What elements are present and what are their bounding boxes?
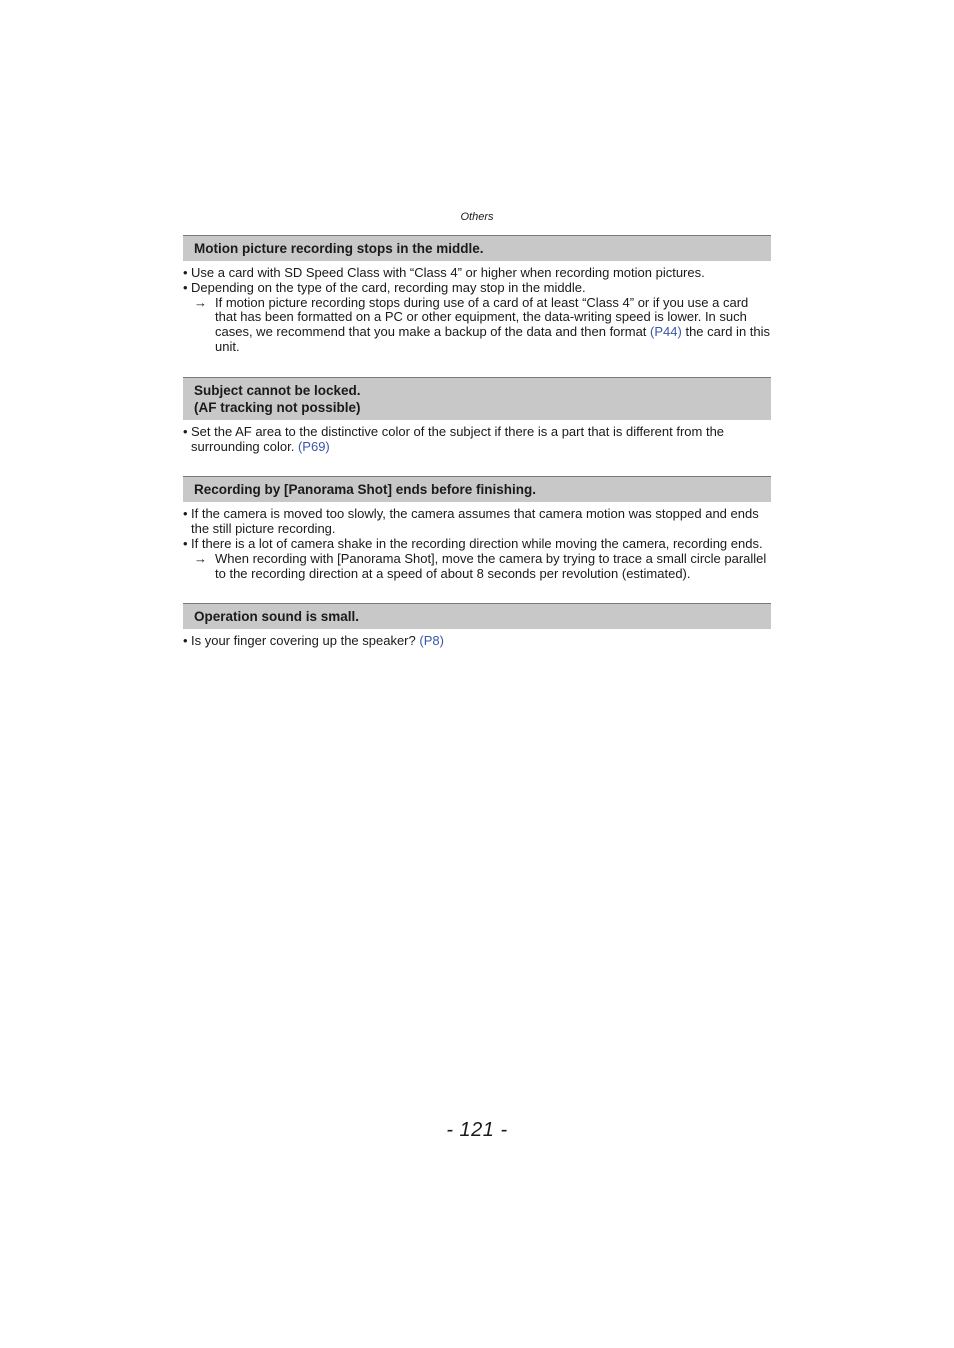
bullet-text: Is your finger covering up the speaker? bbox=[191, 633, 416, 649]
block-heading-line: Subject cannot be locked. bbox=[194, 382, 361, 398]
troubleshoot-block-subject-lock bbox=[183, 377, 771, 455]
bullet-item bbox=[183, 634, 771, 649]
section-label: Others bbox=[460, 211, 494, 223]
arrow-note-text-end: the card in this unit. bbox=[215, 324, 771, 354]
bullet-icon: • bbox=[183, 265, 188, 280]
bullet-icon: • bbox=[183, 633, 188, 649]
arrow-right-icon: → bbox=[194, 294, 207, 310]
bullet-item bbox=[183, 425, 771, 455]
troubleshoot-block-motion-picture bbox=[183, 235, 771, 355]
bullet-icon: • bbox=[183, 423, 188, 439]
arrow-right-icon: → bbox=[194, 550, 207, 566]
arrow-note bbox=[183, 296, 771, 355]
bullet-icon: • bbox=[183, 506, 188, 522]
bullet-item bbox=[183, 266, 771, 281]
bullet-text: Use a card with SD Speed Class with “Class 4” or higher when recording motion pictures. bbox=[191, 265, 705, 280]
bullet-item bbox=[183, 281, 771, 296]
block-heading: Operation sound is small. bbox=[183, 603, 771, 629]
page-reference-link[interactable]: (P8) bbox=[419, 633, 444, 649]
block-body bbox=[183, 502, 771, 581]
bullet-item bbox=[183, 537, 771, 552]
troubleshooting-content bbox=[183, 235, 771, 671]
page-reference-link[interactable]: (P44) bbox=[650, 324, 682, 340]
troubleshoot-block-panorama bbox=[183, 476, 771, 581]
arrow-note-text: When recording with [Panorama Shot], move the camera by trying to trace a small circle parallel to the recording direction at a speed of about 8 seconds per revolution (estimated). bbox=[215, 550, 767, 581]
bullet-text: If the camera is moved too slowly, the camera assumes that camera motion was stopped and ends the still picture recording. bbox=[191, 506, 759, 537]
troubleshoot-block-operation-sound bbox=[183, 603, 771, 649]
arrow-note bbox=[183, 552, 771, 582]
bullet-text: If there is a lot of camera shake in the recording direction while moving the camera, recording ends. bbox=[191, 535, 763, 551]
bullet-icon: • bbox=[183, 535, 188, 551]
block-heading: Recording by [Panorama Shot] ends before finishing. bbox=[183, 476, 771, 502]
block-body bbox=[183, 629, 771, 649]
bullet-icon: • bbox=[183, 279, 188, 295]
block-heading bbox=[183, 377, 771, 420]
bullet-item bbox=[183, 507, 771, 537]
page-reference-link[interactable]: (P69) bbox=[297, 438, 330, 454]
block-body bbox=[183, 261, 771, 355]
bullet-text: Depending on the type of the card, recording may stop in the middle. bbox=[191, 279, 586, 295]
bullet-text: Set the AF area to the distinctive color of the subject if there is a part that is different from the surrounding color. bbox=[191, 423, 725, 454]
block-heading-line: (AF tracking not possible) bbox=[194, 399, 361, 415]
block-heading: Motion picture recording stops in the middle. bbox=[183, 235, 771, 261]
page-number: - 121 - bbox=[446, 1119, 508, 1141]
block-body bbox=[183, 420, 771, 455]
arrow-note-text: If motion picture recording stops during use of a card of at least “Class 4” or if you use a card that has been formatted on a PC or other equipment, the data-writing speed is lower. In such cases, we recommend that you make a backup of the data and then format bbox=[215, 294, 749, 340]
